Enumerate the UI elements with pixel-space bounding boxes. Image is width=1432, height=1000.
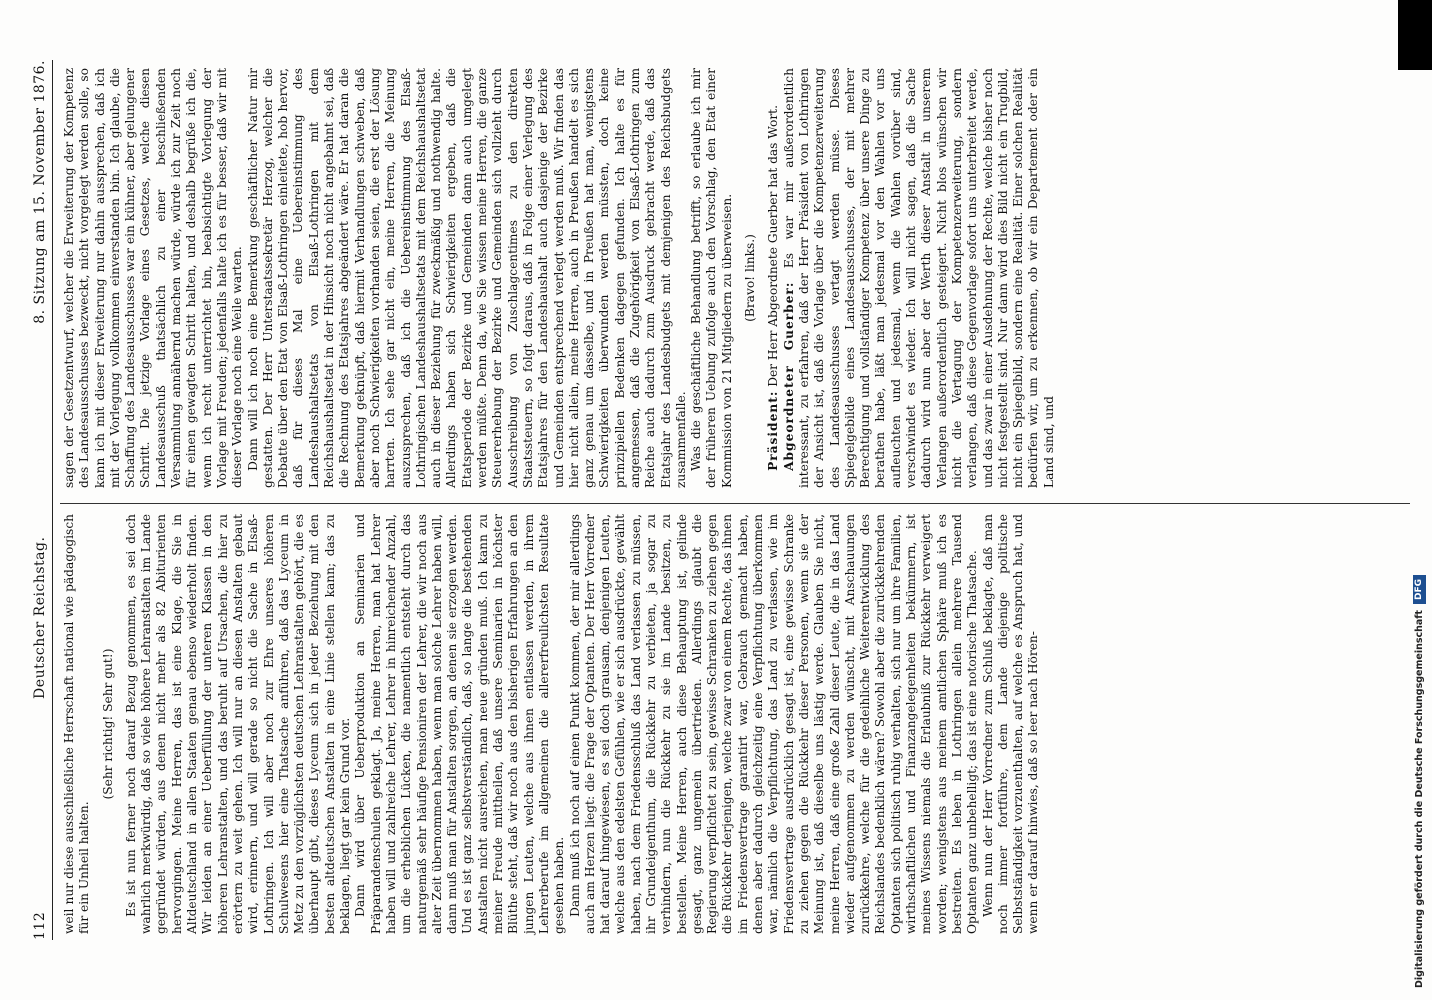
speaker-name: Abgeordneter Guerber: [781,281,796,471]
dfg-logo: DFG [1413,575,1426,604]
page-header [28,60,53,940]
session-title: 8. Sitzung am 15. November 1876. [32,60,48,324]
credit-text: Digitalisierung gefördert durch die Deutsche Forschungsgemeinschaft [1413,610,1425,988]
digitization-credit [1410,0,1428,1000]
paragraph: Was die geschäftliche Behandlung betrifft, so erlaube ich mir der früheren Uebung zufolge auch den Vorschlag, den Etat einer Kommission von 21 Mitgliedern zu überweisen. [689,68,734,488]
paragraph: Dann will ich noch eine Bemerkung geschäftlicher Natur mir gestatten. Der Herr Unterstaatssekretär Herzog, welcher die Debatte über den Etat von Elsaß-Lothringen einleitete, hob hervor, daß für dieses Mal eine Uebereinstimmung des Landeshaushaltsetats von Elsaß-Lothringen mit dem Reichshaushaltsetat in der Hinsicht noch nicht angebahnt sei, daß die Rechnung des Etatsjahres abgeändert wäre. Er hat daran die Bemerkung geknüpft, daß hiermit Verhandlungen schweben, daß aber noch Schwierigkeiten vorhanden seien, die erst der Lösung harrten. Ich sehe gar nicht ein, meine Herren, die Meinung auszusprechen, daß ich die Uebereinstimmung des Elsaß-Lothringischen Landeshaushaltsetats mit dem Reichshaushaltsetat auch in dieser Beziehung für zweckmäßig und nothwendig halte. Allerdings haben sich Schwierigkeiten ergeben, daß die Etatsperiode der Bezirke und Gemeinden dann auch umgelegt werden müßte. Denn da, wie Sie wissen meine Herren, die ganze Steuererhebung der Bezirke und Gemeinden sich vollzieht durch Ausschreibung von Zuschlagcentimes zu den direkten Staatssteuern, so folgt daraus, daß in Folge einer Verlegung des Etatsjahres für den Landeshaushalt auch dasjenige der Bezirke und Gemeinden entsprechend verlegt werden muß. Wir finden das hier nicht allein, meine Herren, auch in Preußen handelt es sich ganz genau um dasselbe, und in Preußen hat man, wenigstens Schwierigkeiten überwunden werden müssten, doch keine prinzipiellen Bedenken dagegen gefunden. Ich halte es für angemessen, daß die Zugehörigkeit von Elsaß-Lothringen zum Reiche auch dadurch zum Ausdruck gebracht werde, daß das Etatsjahr des Landesbudgets mit demjenigen des Reichsbudgets zusammenfalle. [245,68,688,488]
left-column [62,514,1042,934]
applause-note: (Sehr richtig! Sehr gut!) [100,648,115,800]
speech-text: Es war mir außerordentlich interessant, zu erfahren, daß der Herr Präsident von Lothringen der Ansicht ist, daß die Vorlage über die Kompetenzerweiterung des Landesausschusses vertagt werden müsse. Dieses Spiegelgebilde eines Landesausschusses, der mit mehrer Berechtigung und vollständiger Kompetenz über unsere Dinge zu berathen habe, läßt man jedesmal vor den Wahlen vor uns aufleuchten und jedesmal, wenn die Wahlen vorüber sind, verschwindet es wieder. Ich will nicht sagen, daß die Sache dadurch wird nun aber der Werth dieser Anstalt in unserem Verlangen außerordentlich gesteigert. Nicht blos wünschen wir nicht die Vertagung der Kompetenzerweiterung, sondern verlangen, daß diese Gegenvorlage sofort uns unterbreitet werde, und das zwar in einer Ausdehnung der Rechte, welche bisher noch nicht festgestellt sind. Nur dann wird dies Bild nicht ein Trugbild, nicht ein Spiegelbild, sondern eine Realität. Einer solchen Realität bedürfen wir, um zu erkennen, ob wir ein Departement oder ein Land sind, und [781,68,1056,488]
speaker-paragraph [766,68,781,488]
right-column [62,68,1057,488]
paragraph: Es ist nun ferner noch darauf Bezug genommen, es sei doch wahrlich merkwürdig, daß so viele höhere Lehranstalten im Lande gegründet würden, aus denen nicht mehr als 82 Abiturienten hervorgingen. Meine Herren, das ist eine Klage, die Sie in Altdeutschland in allen Staaten genau ebenso wiederholt finden. Wir leiden an einer Ueberfüllung der unteren Klassen in den höheren Lehranstalten, und das beruht auf Ursachen, die hier zu erörtern zu weit gehen. Ich will nur an diesen Anstalten gebaut wird, erinnern, und will gerade so nicht die Sache in Elsaß-Lothringen. Ich will aber noch zur Ehre unseres höheren Schulwesens hier eine Thatsache anführen, daß das Lyceum in Metz zu den vorzüglichsten deutschen Lehranstalten gehört, die es überhaupt gibt, dieses Lyceum sich in jeder Beziehung mit den besten altdeutschen Anstalten in eine Linie stellen kann; das zu beklagen, liegt gar kein Grund vor. [123,514,353,934]
publication-title: Deutscher Reichstag. [32,536,48,699]
paragraph: weil nur diese ausschließliche Herrschaft national wie pädagogisch für ein Unheil halten. [62,514,92,934]
speaker-paragraph [782,68,1057,488]
paragraph: Dann muß ich noch auf einen Punkt kommen, der mir allerdings auch am Herzen liegt: die Frage der Optanten. Der Herr Vorredner hat darauf hingewiesen, es sei doch grausam, denjenigen Leuten, welche aus den edelsten Gefühlen, wie er sich ausdrückte, gewählt haben, nach dem Friedensschluß das Land verlassen zu müssen, ihr Grundeigenthum, die Rückkehr zu verbieten, ja sogar zu verhindern, nun die Rückkehr zu sie im Lande besitzen, zu bestellen. Meine Herren, auch diese Behauptung ist, gelinde gesagt, ganz ungemein übertrieden. Allerdings glaubt die Regierung verpflichtet zu sein, gewisse Schranken zu ziehen gegen die Rückkehr derjenigen, welche zwar von einem Rechte, das ihnen im Friedensvertrage garantirt war, Gebrauch gemacht haben, denen aber dadurch gleichzeitig eine Verpflichtung überkommen war, nämlich die Verpflichtung, das Land zu verlassen, wie im Friedensvertrage ausdrücklich gesagt ist, eine gewisse Schranke zu ziehen gegen die Rückkehr dieser Personen, wenn sie der Meinung ist, daß dieselbe uns lästig werde. Glauben Sie nicht, meine Herren, daß eine große Zahl dieser Leute, die in das Land wieder aufgenommen zu werden wünscht, mit Anschauungen zurückkehre, welche für die gedeihliche Weiterentwicklung des Reichslandes bedenklich wären? Sowohl aber die zurückkehrenden Optanten sich politisch ruhig verhalten, sich nur um ihre Familien, wirthschaftlichen und Finanzangelegenheiten bekümmern, ist meines Wissens niemals die Erlaubniß zur Rückkehr verweigert worden; wenigstens aus meinem amtlichen Sphäre muß ich es bestreiten. Es leben in Lothringen allein mehrere Tausend Optanten ganz unbehelligt; das ist eine notorische Thatsache. [567,514,980,934]
speech-text: Der Herr Abgeordnete Guerber hat das Wort. [766,105,781,387]
paragraph: Dann wird über Ueberproduktion an Seminarien und Präparandenschulen geklagt. Ja, meine Herren, man hat Lehrer haben will und zahlreiche Lehrer, Lehrer in hinreichender Anzahl, um die erheblichen Lücken, die namentlich entsteht durch das naturgemäß sehr häufige Pensioniren der Lehrer, die wir noch aus alter Zeit übernommen haben, wenn man solche Lehrer haben will, dann muß man für Anstalten sorgen, an denen sie erzogen werden. Und es ist ganz selbstverständlich, daß, so lange die bestehenden Anstalten nicht ausreichen, man neue gründen muß. Ich kann zu meiner Freude mittheilen, daß unsere Seminarien in höchster Blüthe steht, daß wir noch aus den bisherigen Erfahrungen an den jungen Leuten, welche aus ihnen entlassen werden, in ihrem Lehrerberufe im allgemeinen die allererfreulichsten Resultate gesehen haben. [353,514,567,934]
applause-note: (Bravo! links.) [743,234,758,322]
page-number: 112 [32,911,48,940]
paragraph: Wenn nun der Herr Vorredner zum Schluß beklagte, daß man noch immer fortführe, dem Lande diejenige politische Selbstständigkeit vorzuenthalten, auf welche es Anspruch hat, und wenn er darauf hinwies, daß so leer nach Hören- [980,514,1041,934]
speaker-name: Präsident: [766,390,781,471]
paragraph: sagen der Gesetzentwurf, welcher die Erweiterung der Kompetenz des Landesausschusses bezweckt, nicht vorgelegt werden solle, so kann ich mit dieser Erweiterung nur dahin aussprechen, daß ich mit der Vorlegung vollkommen einverstanden bin. Ich glaube, die Schaffung des Landesausschusses war ein kühner, aber gelungener Schritt. Die jetzige Vorlage eines Gesetzes, welche diesen Landesausschuß thatsächlich zu einer beschließenden Versammlung annähernd machen würde, würde ich zur Zeit noch für einen gewagten Schritt halten, und deshalb begrüße ich die, wenn ich recht unterrichtet bin, beabsichtigte Vorlegung der Vorlage mit Freuden; jedenfalls halte ich es für besser, daß wir mit dieser Vorlage noch eine Weile warten. [62,68,245,488]
column-divider [60,503,1410,504]
